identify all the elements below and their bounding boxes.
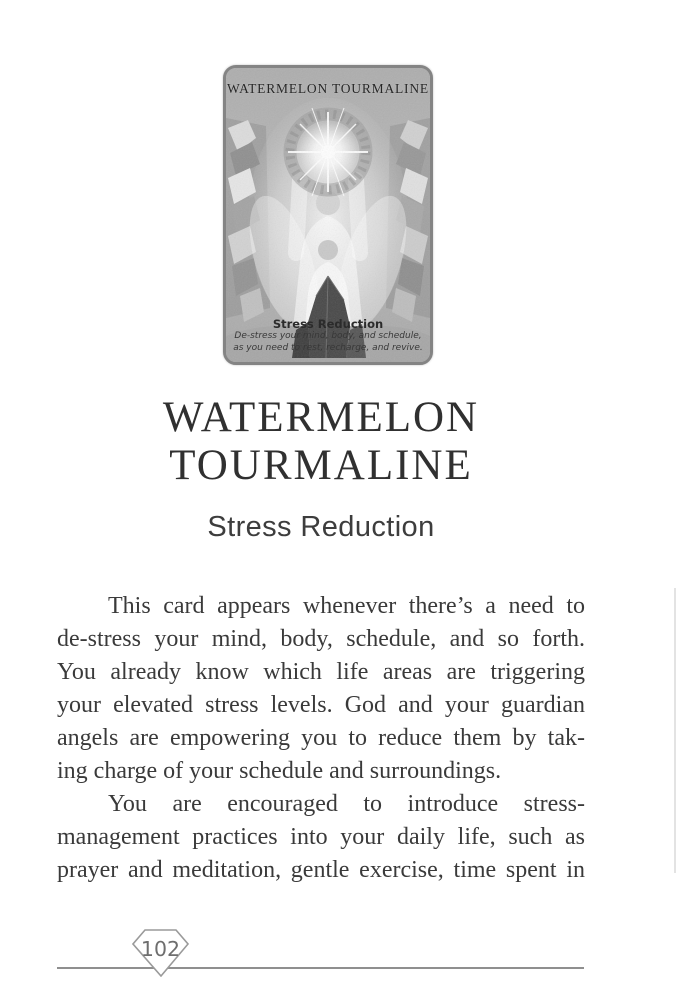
card-caption-line-1: De-stress your mind, body, and schedule, (234, 331, 422, 341)
body-line: ing charge of your schedule and surroundings. (57, 758, 502, 784)
chapter-title (57, 394, 585, 490)
body-text (57, 590, 585, 887)
card-caption (226, 317, 430, 354)
card-title: WATERMELON TOURMALINE (227, 81, 429, 96)
chapter-title-line-1: WATERMELON (162, 394, 480, 441)
scan-edge-artifact (674, 588, 676, 873)
body-line: management practices into your daily life, such as (57, 824, 585, 850)
chapter-title-line-2: TOURMALINE (169, 442, 473, 489)
card-caption-line-2: as you need to rest, recharge, and revive. (233, 342, 423, 353)
body-line: prayer and meditation, gentle exercise, time spent in (57, 857, 585, 883)
body-line: You are encouraged to introduce stress- (108, 791, 585, 817)
body-line: de-stress your mind, body, schedule, and so forth. (57, 626, 585, 652)
oracle-card-image (223, 65, 433, 365)
body-line: You already know which life areas are triggering (57, 659, 585, 685)
card-caption-title: Stress Reduction (272, 317, 384, 331)
body-line: your elevated stress levels. God and your guardian (57, 692, 585, 718)
page-number: 102 (140, 937, 181, 961)
body-line: This card appears whenever there’s a need to (108, 593, 585, 619)
body-line: angels are empowering you to reduce them by tak- (57, 725, 585, 751)
chapter-subtitle: Stress Reduction (207, 511, 435, 543)
page-number-badge (132, 929, 189, 977)
